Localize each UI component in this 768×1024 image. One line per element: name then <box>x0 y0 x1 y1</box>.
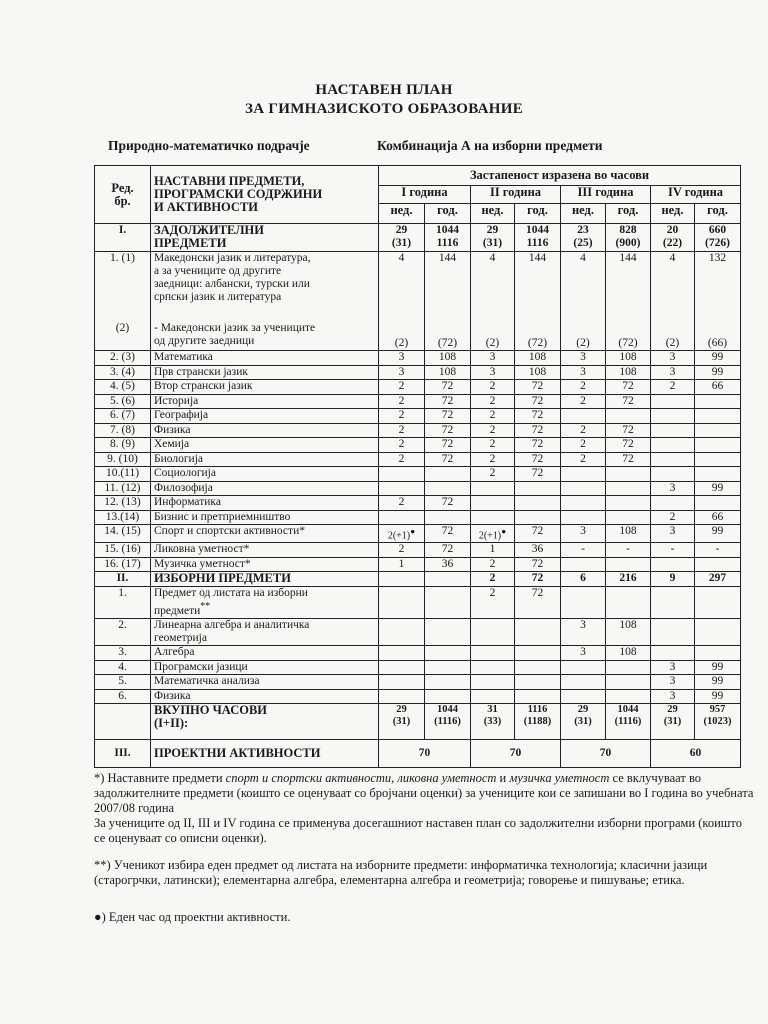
subject-combination: Комбинација А на изборни предмети <box>377 138 603 153</box>
table-row: 5. (6) Историја 2 72 2 72 2 72 <box>95 394 741 409</box>
curriculum-table <box>94 165 741 768</box>
table-row: 8. (9) Хемија 2 72 2 72 2 72 <box>95 438 741 453</box>
table-row: 15. (16) Ликовна уметност* 2 72 1 36 - - - - <box>95 543 741 558</box>
table-row: 5. Математичка анализа 3 99 <box>95 675 741 690</box>
table-row: 13.(14) Бизнис и претприемништво 2 66 <box>95 510 741 525</box>
header-row-number: Ред. бр. <box>95 166 151 224</box>
table-row: 2. (3) Математика 3 108 3 108 3 108 3 99 <box>95 351 741 366</box>
header-year-4: IV година <box>651 186 741 204</box>
header-annual: год. <box>606 204 651 224</box>
table-row: 2. Линеарна алгебра и аналитичка геометрија 3 108 <box>95 619 741 646</box>
bullet-mark: ● <box>501 527 507 536</box>
table-row: 4. Програмски јазици 3 99 <box>95 660 741 675</box>
header-annual: год. <box>695 204 741 224</box>
study-area: Природно-математичко подрачје <box>108 138 310 153</box>
page-subtitle: ЗА ГИМНАЗИСКОТО ОБРАЗОВАНИЕ <box>244 101 523 117</box>
header-annual: год. <box>425 204 471 224</box>
table-row: 3. (4) Прв странски јазик 3 108 3 108 3 108 3 99 <box>95 365 741 380</box>
table-row: 12. (13) Информатика 2 72 <box>95 496 741 511</box>
bullet-mark: ● <box>410 527 416 536</box>
header-weekly: нед. <box>379 204 425 224</box>
table-row: 11. (12) Филозофија 3 99 <box>95 481 741 496</box>
table-row: 7. (8) Физика 2 72 2 72 2 72 <box>95 423 741 438</box>
header-annual: год. <box>515 204 561 224</box>
table-row-total: ВКУПНО ЧАСОВИ (I+II): 29 (31) 1044 (1116) 31 (33) 1116 (1188) 29 (31) 1044 (1116) 29 (31) 957 (1023) <box>95 704 741 740</box>
footnote-3: ●) Еден час од проектни активности. <box>94 910 291 924</box>
table-row: 6. Физика 3 99 <box>95 689 741 704</box>
table-row: 9. (10) Биологија 2 72 2 72 2 72 <box>95 452 741 467</box>
footnote-2: **) Ученикот избира еден предмет од листата на изборните предмети: информатичка технологија; класични јазици (старогрчки, латински); елементарна алгебра, елементарна алгебра и геометрија; говорење и пишување; етика. <box>94 858 708 887</box>
table-row: 6. (7) Географија 2 72 2 72 <box>95 409 741 424</box>
table-row: III. ПРОЕКТНИ АКТИВНОСТИ 70 70 70 60 <box>95 740 741 768</box>
header-representation: Застапеност изразена во часови <box>379 166 741 186</box>
footnote-1: *) Наставните предмети спорт и спортски активности, ликовна уметност и музичка уметност се вклучуваат во задолжителните предмети (коишто се оценуваат со бројчани оценки) за учениците кои се запишани во I година во учебната 2007/08 година За учениците од II, III и IV година се применува досегашниот наставен план со задолжителни изборни програми (коишто се оценуваат со описни оценки). <box>94 771 754 845</box>
table-row: 10.(11) Социологија 2 72 <box>95 467 741 482</box>
header-row-1 <box>95 166 741 186</box>
header-subjects: НАСТАВНИ ПРЕДМЕТИ, ПРОГРАМСКИ СОДРЖИНИ И АКТИВНОСТИ <box>151 166 379 224</box>
header-weekly: нед. <box>471 204 515 224</box>
table-row: 4. (5) Втор странски јазик 2 72 2 72 2 72 2 66 <box>95 380 741 395</box>
table-row: 16. (17) Музичка уметност* 1 36 2 72 <box>95 557 741 572</box>
bullet-mark: ● <box>94 910 102 924</box>
table-row: II. ИЗБОРНИ ПРЕДМЕТИ 2 72 6 216 9 297 <box>95 572 741 587</box>
table-row: 14. (15) Спорт и спортски активности* 2(+1)● 72 2(+1)● 72 3 108 3 99 <box>95 525 741 543</box>
header-weekly: нед. <box>561 204 606 224</box>
table-row: 1. (1) (2) Македонски јазик и литература, а за учениците од другите заедници: албански, турски или српски јазик и литература - Македонски јазик за учениците од другите заедници 4 (2) 144 (72) 4 (2) 144 (72) 4 (2) 144 (72) 4 (2) 132 (66) <box>95 252 741 351</box>
page-title: НАСТАВЕН ПЛАН <box>315 82 453 98</box>
header-year-2: II година <box>471 186 561 204</box>
table-row: I. ЗАДОЛЖИТЕЛНИ ПРЕДМЕТИ 29 (31) 1044 1116 29 (31) 1044 1116 23 (25) 828 (900) 20 (22) 660 (726) <box>95 224 741 252</box>
header-weekly: нед. <box>651 204 695 224</box>
table-row: 3. Алгебра 3 108 <box>95 646 741 661</box>
header-year-3: III година <box>561 186 651 204</box>
table-row: 1. Предмет од листата на изборни предмети** 2 72 <box>95 587 741 619</box>
header-year-1: I година <box>379 186 471 204</box>
